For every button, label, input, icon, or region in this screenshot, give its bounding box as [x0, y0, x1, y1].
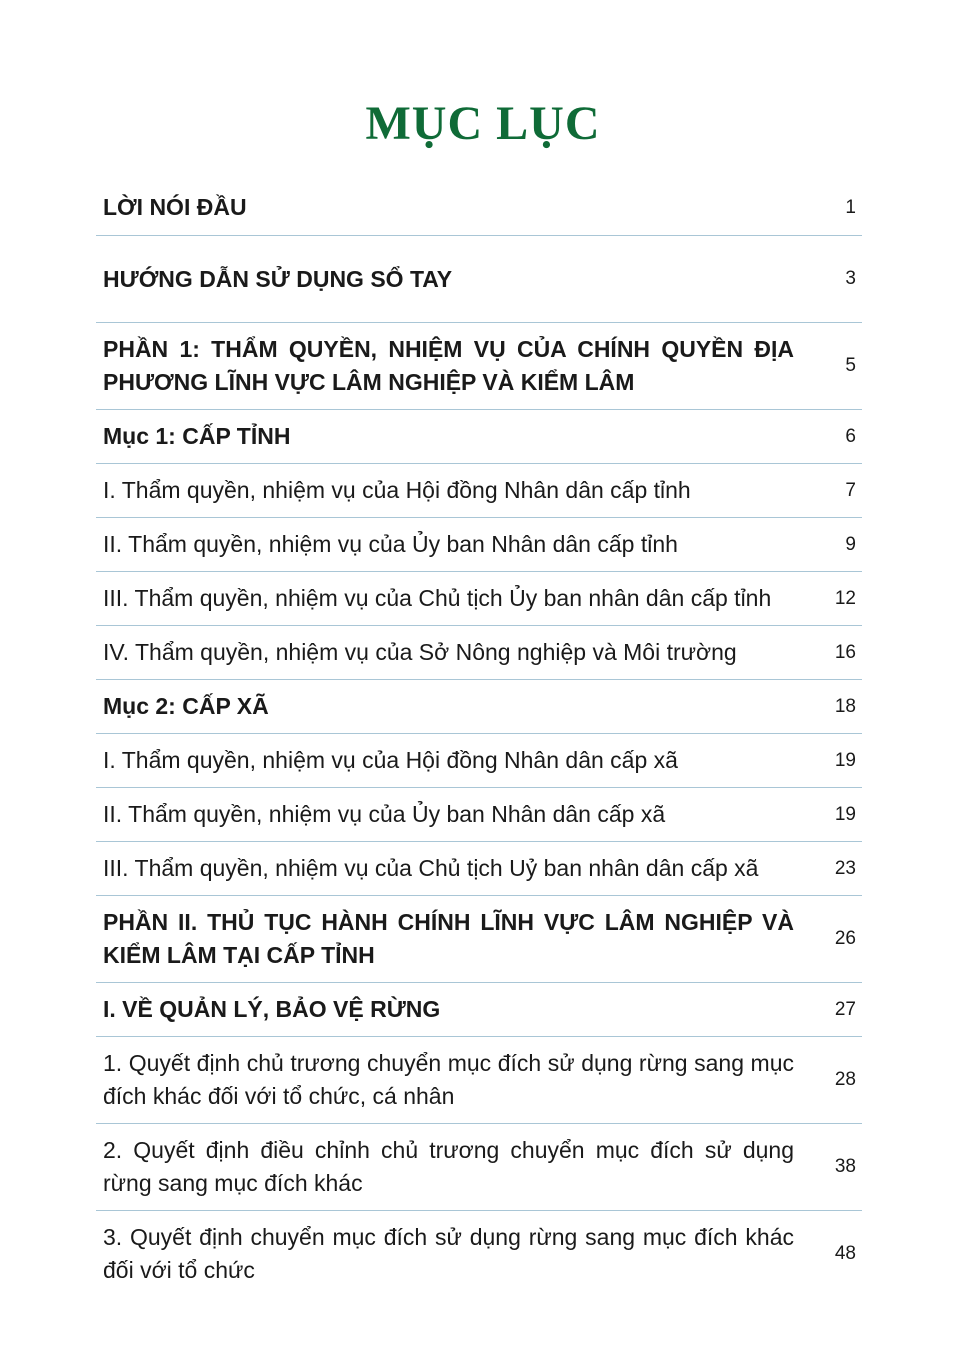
toc-entry-label: 3. Quyết định chuyển mục đích sử dụng rừng sang mục đích khác đối với tổ chức — [103, 1224, 794, 1283]
toc-entry-label: 1. Quyết định chủ trương chuyển mục đích sử dụng rừng sang mục đích khác đối với tổ chức, cá nhân — [103, 1050, 794, 1109]
toc-entry-page: 19 — [834, 749, 856, 771]
toc-entry[interactable] — [96, 734, 862, 788]
toc-entry-label: 2. Quyết định điều chỉnh chủ trương chuyển mục đích sử dụng rừng sang mục đích khác — [103, 1137, 794, 1196]
toc-entry-page: 7 — [845, 479, 856, 501]
toc-entry-label: HƯỚNG DẪN SỬ DỤNG SỔ TAY — [103, 265, 453, 292]
toc-entry-label: PHẦN 1: THẨM QUYỀN, NHIỆM VỤ CỦA CHÍNH QUYỀN ĐỊA PHƯƠNG LĨNH VỰC LÂM NGHIỆP VÀ KIỂM LÂM — [103, 336, 794, 395]
toc-entry-label: I. Thẩm quyền, nhiệm vụ của Hội đồng Nhân dân cấp xã — [103, 747, 678, 773]
table-of-contents — [96, 180, 862, 1297]
toc-entry-label: III. Thẩm quyền, nhiệm vụ của Chủ tịch Ủy ban nhân dân cấp tỉnh — [103, 585, 772, 611]
toc-entry[interactable] — [96, 896, 862, 983]
toc-entry-page: 26 — [834, 928, 856, 949]
toc-entry-label: I. VỀ QUẢN LÝ, BẢO VỆ RỪNG — [103, 996, 441, 1022]
toc-entry-page: 48 — [834, 1243, 856, 1264]
toc-entry-page: 1 — [845, 196, 856, 218]
toc-entry-label: II. Thẩm quyền, nhiệm vụ của Ủy ban Nhân dân cấp tỉnh — [103, 531, 678, 557]
toc-entry-page: 28 — [834, 1069, 856, 1090]
page-title: MỤC LỤC — [365, 97, 601, 150]
toc-entry-label: Mục 1: CẤP TỈNH — [103, 423, 291, 449]
toc-entry-page: 38 — [834, 1156, 856, 1177]
toc-entry-label: II. Thẩm quyền, nhiệm vụ của Ủy ban Nhân dân cấp xã — [103, 801, 666, 827]
toc-entry-label: III. Thẩm quyền, nhiệm vụ của Chủ tịch Uỷ ban nhân dân cấp xã — [103, 855, 759, 881]
toc-entry-page: 12 — [834, 587, 856, 609]
toc-entry-label: IV. Thẩm quyền, nhiệm vụ của Sở Nông nghiệp và Môi trường — [103, 639, 737, 665]
toc-entry-page: 3 — [845, 268, 856, 289]
toc-entry-page: 18 — [834, 695, 856, 717]
toc-entry-label: Mục 2: CẤP XÃ — [103, 693, 269, 719]
toc-entry-page: 19 — [834, 803, 856, 825]
toc-entry[interactable] — [96, 572, 862, 626]
toc-entry[interactable] — [96, 1124, 862, 1211]
toc-entry-page: 6 — [845, 425, 856, 447]
toc-entry-label: LỜI NÓI ĐẦU — [103, 194, 247, 220]
toc-entry-label: I. Thẩm quyền, nhiệm vụ của Hội đồng Nhân dân cấp tỉnh — [103, 477, 691, 503]
toc-entry[interactable] — [96, 518, 862, 572]
toc-entry[interactable] — [96, 1037, 862, 1124]
toc-entry-label: PHẦN II. THỦ TỤC HÀNH CHÍNH LĨNH VỰC LÂM NGHIỆP VÀ KIỂM LÂM TẠI CẤP TỈNH — [103, 909, 794, 968]
toc-entry[interactable] — [96, 410, 862, 464]
toc-entry[interactable] — [96, 464, 862, 518]
toc-entry[interactable] — [96, 626, 862, 680]
toc-entry-page: 27 — [834, 998, 856, 1020]
toc-entry-page: 5 — [845, 355, 856, 376]
toc-entry-page: 9 — [845, 533, 856, 555]
toc-entry[interactable] — [96, 180, 862, 236]
toc-entry-page: 16 — [834, 641, 856, 663]
toc-entry[interactable] — [96, 1211, 862, 1297]
toc-entry-page: 23 — [834, 857, 856, 879]
toc-entry[interactable] — [96, 983, 862, 1037]
toc-entry[interactable] — [96, 236, 862, 323]
toc-entry[interactable] — [96, 842, 862, 896]
toc-entry[interactable] — [96, 323, 862, 410]
toc-entry[interactable] — [96, 788, 862, 842]
toc-entry[interactable] — [96, 680, 862, 734]
